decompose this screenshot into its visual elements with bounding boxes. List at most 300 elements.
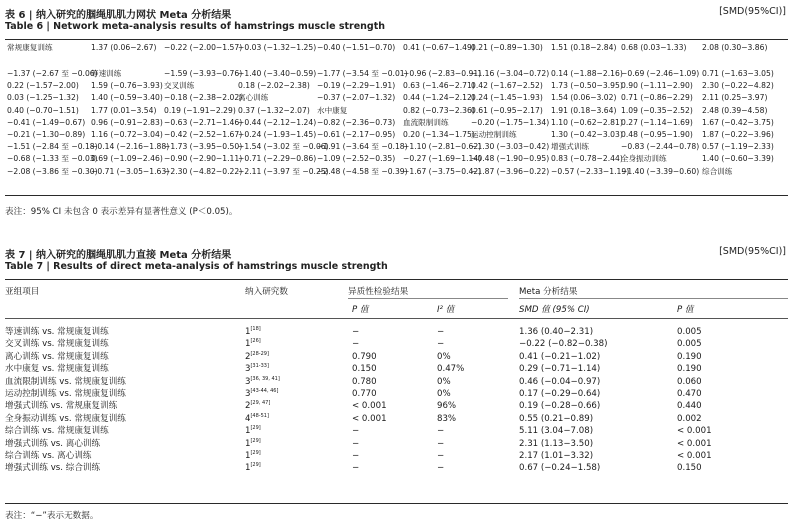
table6-cell: 1.40 (−0.60−3.39) — [702, 154, 774, 164]
table7-row — [5, 413, 788, 425]
reference-citation: [29] — [250, 437, 261, 444]
table7-cell-i2: 96% — [437, 401, 457, 412]
table6-cell: 0.83 (−0.78−2.44) — [551, 154, 623, 164]
header-p: P 值 — [352, 305, 369, 315]
table7-cell-smd: 0.67 (−0.24−1.58) — [519, 463, 601, 474]
table7-cell — [245, 425, 261, 437]
table6-cell: 0.21 (−0.89−1.30) — [471, 43, 543, 52]
table7-cell-p2: 0.440 — [677, 401, 702, 412]
table6-cell: −0.57 (−2.33−1.19) — [551, 166, 630, 176]
table7-top-rule — [5, 279, 788, 280]
table7-cell-p2: 0.005 — [677, 339, 702, 350]
table7-cell-p2: < 0.001 — [677, 450, 712, 461]
table6-note: 表注：95% CI 未包含 0 表示差异有显著性意义 (P＜0.05)。 — [5, 207, 238, 217]
table7-cell — [519, 462, 600, 474]
table6-cell: 0.71 (−0.86−2.29) — [621, 93, 693, 103]
table7-cell — [5, 338, 109, 350]
table7-cell — [677, 425, 712, 437]
table6-cell: 1.91 (0.18−3.64) — [551, 105, 617, 115]
table7-cell — [352, 400, 387, 412]
table6-cell: −0.63 (−2.71−1.46) — [164, 117, 243, 127]
reference-citation: [29] — [250, 462, 261, 469]
table7-cell — [352, 388, 377, 400]
reference-citation: [31-33] — [250, 363, 269, 370]
table6-cell: −1.73 (−3.95−0.50) — [164, 142, 243, 152]
table7-cell — [677, 438, 712, 450]
header-meta: Meta 分析结果 — [519, 287, 578, 297]
table6-cell: 0.03 (−1.25−1.32) — [7, 93, 79, 103]
table7-cell — [437, 351, 451, 363]
table6-cell: 0.22 (−1.57−2.00) — [7, 81, 79, 91]
table7-cell — [245, 438, 261, 450]
table6-cell: 0.57 (−1.19−2.33) — [702, 142, 774, 152]
table7-cell-smd: 0.46 (−0.04−0.97) — [519, 376, 601, 387]
table6-cell: −0.61 (−2.17−0.95) — [317, 129, 396, 139]
table6-cell: 0.41 (−0.67−1.49) — [403, 43, 475, 52]
table7-cell — [352, 326, 359, 338]
table7-header-rule — [5, 318, 788, 319]
table7-cell — [352, 462, 359, 474]
table7-cell — [677, 462, 702, 474]
table7-cell — [245, 338, 261, 350]
table7-cell-smd: 2.17 (1.01−3.32) — [519, 450, 594, 461]
table6-cell: −1.91 (−3.64 至 −0.18) — [317, 142, 408, 152]
table7-cell — [437, 363, 464, 375]
table7-cell-p: − — [352, 438, 360, 449]
table6-title-cn: 表 6 | 纳入研究的腘绳肌肌力网状 Meta 分析结果 — [5, 10, 232, 21]
table6-grid — [5, 42, 788, 178]
table6-cell: −0.14 (−2.16−1.88) — [91, 142, 170, 152]
table7-cell — [5, 363, 109, 375]
table6-cell: 1.37 (0.06−2.67) — [91, 43, 157, 52]
table7-cell-p2: 0.002 — [677, 413, 702, 424]
table6-cell: 离心训练 — [238, 93, 269, 103]
table6-cell: −1.40 (−3.40−0.59) — [238, 69, 317, 78]
table6-cell: 1.67 (−0.42−3.75) — [702, 117, 774, 127]
table6-cell: 0.14 (−1.88−2.16) — [551, 69, 623, 78]
table6-cell: 0.19 (−1.91−2.29) — [164, 105, 236, 115]
table7-cell-i2: 0% — [437, 376, 451, 387]
table6-cell: −1.16 (−3.04−0.72) — [471, 69, 550, 78]
table7-cell-p: 0.150 — [352, 364, 377, 375]
table7-cell-n: 2 — [245, 351, 251, 362]
table7-cell — [437, 388, 451, 400]
table7-cell — [5, 438, 100, 450]
table7-cell — [352, 351, 377, 363]
table7-cell-smd: 0.19 (−0.28−0.66) — [519, 401, 601, 412]
table7-cell — [352, 338, 359, 350]
table6-cell: 1.10 (−0.62−2.81) — [551, 117, 623, 127]
table7-body — [5, 326, 788, 475]
table6-cell: −0.48 (−1.90−0.95) — [471, 154, 550, 164]
table7-cell-item: 水中康复 vs. 常规康复训练 — [5, 364, 109, 375]
table6-cell: −0.03 (−1.32−1.25) — [238, 43, 317, 52]
table6-cell: −0.41 (−1.49−0.67) — [7, 117, 86, 127]
table6-cell: −1.54 (−3.02 至 −0.06) — [238, 142, 329, 152]
table7-cell-n: 1 — [245, 339, 251, 350]
table7-cell-smd: 2.31 (1.13−3.50) — [519, 438, 594, 449]
table6-cell: 1.77 (0.01−3.54) — [91, 105, 157, 115]
table7-cell — [5, 462, 100, 474]
table6-cell: 0.24 (−1.45−1.93) — [471, 93, 543, 103]
table6-cell: 0.27 (−1.14−1.69) — [621, 117, 693, 127]
table6-cell: −2.30 (−4.82−0.22) — [164, 166, 243, 176]
header-studies: 纳入研究数 — [245, 287, 288, 297]
table6-cell: −1.09 (−2.52−0.35) — [317, 154, 396, 164]
table7-cell — [677, 413, 702, 425]
table7-cell-n: 4 — [245, 413, 251, 424]
table6-cell: −0.71 (−2.29−0.86) — [238, 154, 317, 164]
table7-subheader-row — [5, 299, 788, 317]
reference-citation: [29] — [250, 450, 261, 457]
table6-cell: 等速训练 — [91, 69, 122, 78]
table6-row — [5, 68, 788, 80]
table6-cell: 0.61 (−0.95−2.17) — [471, 105, 543, 115]
table7-cell-i2: 0% — [437, 351, 451, 362]
table6-cell: −1.87 (−3.96−0.22) — [471, 166, 550, 176]
table7-cell-p2: 0.060 — [677, 376, 702, 387]
table7-cell — [677, 376, 702, 388]
table7-cell — [437, 438, 444, 450]
table6-cell: −0.21 (−1.30−0.89) — [7, 129, 86, 139]
table7-cell — [437, 462, 444, 474]
table7-cell — [352, 413, 387, 425]
table6-cell: 1.73 (−0.50−3.95) — [551, 81, 623, 91]
table6-cell: −0.69 (−2.46−1.09) — [621, 69, 700, 78]
table6-cell: 2.30 (−0.22−4.82) — [702, 81, 774, 91]
table6-row — [5, 129, 788, 141]
table6-row — [5, 80, 788, 92]
table6-cell: −0.71 (−3.05−1.63) — [91, 166, 170, 176]
table6-cell: −1.30 (−3.03−0.42) — [471, 142, 550, 152]
table6-cell: −1.51 (−2.84 至 −0.18) — [7, 142, 98, 152]
table6-cell: 0.40 (−0.70−1.51) — [7, 105, 79, 115]
table7-cell-n: 3 — [245, 376, 251, 387]
table6-cell: −0.37 (−2.07−1.32) — [317, 93, 396, 103]
table7-cell-p2: < 0.001 — [677, 438, 712, 449]
table6-cell: −0.20 (−1.75−1.34) — [471, 117, 550, 127]
table6-cell: −1.40 (−3.39−0.60) — [621, 166, 700, 176]
table7-cell — [519, 326, 593, 338]
table7-row — [5, 438, 788, 450]
table6-cell: −0.68 (−1.33 至 −0.03) — [7, 154, 98, 164]
table7-row — [5, 326, 788, 338]
table6-cell: −0.83 (−2.44−0.78) — [621, 142, 700, 152]
table7-title-en: Table 7 | Results of direct meta-analysis of hamstrings muscle strength — [5, 261, 388, 272]
table7-row — [5, 450, 788, 462]
table7-cell — [5, 376, 126, 388]
table7-cell — [519, 438, 593, 450]
table7-cell-n: 1 — [245, 327, 251, 337]
table6-cell: 1.16 (−0.72−3.04) — [91, 129, 163, 139]
table7-cell-smd: 0.29 (−0.71−1.14) — [519, 364, 601, 375]
table7-cell-smd: 0.55 (0.21−0.89) — [519, 413, 594, 424]
table7-cell-p2: 0.190 — [677, 364, 702, 375]
table6-cell: 1.59 (−0.76−3.93) — [91, 81, 163, 91]
table6-cell: 全身振动训练 — [621, 154, 667, 164]
table7-cell-p: < 0.001 — [352, 401, 387, 412]
table7-cell — [5, 450, 92, 462]
table7-cell — [245, 326, 261, 338]
table7-cell-n: 2 — [245, 401, 251, 412]
table7-cell — [5, 400, 117, 412]
table7-cell — [245, 450, 261, 462]
table7-cell-i2: − — [437, 450, 445, 461]
table6-cell: −2.08 (−3.86 至 −0.30) — [7, 166, 98, 176]
table7-cell-smd: 1.36 (0.40−2.31) — [519, 327, 594, 337]
reference-citation: [48-51] — [250, 412, 269, 419]
table6-cell: 0.37 (−1.32−2.07) — [238, 105, 310, 115]
table7-row — [5, 338, 788, 350]
table7-cell-p: 0.770 — [352, 388, 377, 399]
table7-header-row — [5, 282, 788, 299]
reference-citation: [43-44, 46] — [250, 388, 279, 395]
table7-cell-i2: − — [437, 327, 445, 337]
table7-cell-item: 综合训练 vs. 常规康复训练 — [5, 426, 109, 437]
table7-cell-item: 离心训练 vs. 常规康复训练 — [5, 351, 109, 362]
table7-cell — [677, 326, 702, 338]
table7-cell-p2: < 0.001 — [677, 426, 712, 437]
table6-cell: 运动控制训练 — [471, 129, 517, 139]
table7-cell — [677, 450, 712, 462]
table6-cell: 0.20 (−1.34−1.75) — [403, 129, 475, 139]
reference-citation: [18] — [250, 326, 261, 333]
table6-cell: 0.44 (−1.24−2.12) — [403, 93, 475, 103]
table7-cell-p: − — [352, 327, 360, 337]
table7-cell-i2: 0.47% — [437, 364, 465, 375]
table6-row — [5, 141, 788, 153]
table7-cell — [437, 425, 444, 437]
table6-cell: −0.90 (−2.90−1.11) — [164, 154, 243, 164]
table7-cell-i2: 0% — [437, 388, 451, 399]
table7-cell-n: 1 — [245, 450, 251, 461]
table7-cell — [352, 363, 377, 375]
table7-cell — [677, 363, 702, 375]
table7-cell — [519, 388, 600, 400]
table6-cell: −1.10 (−2.81−0.62) — [403, 142, 482, 152]
table6-cell: −0.40 (−1.51−0.70) — [317, 43, 396, 52]
table6-cell: 2.48 (0.39−4.58) — [702, 105, 768, 115]
table7-row — [5, 351, 788, 363]
table6-cell: −0.24 (−1.93−1.45) — [238, 129, 317, 139]
table7-cell-n: 3 — [245, 364, 251, 375]
table7-cell-smd: −0.22 (−0.82−0.38) — [519, 339, 608, 350]
table6-cell: −1.37 (−2.67 至 −0.06) — [7, 69, 98, 78]
table7-cell-smd: 5.11 (3.04−7.08) — [519, 426, 594, 437]
header-heterogeneity: 异质性检验结果 — [348, 287, 409, 297]
table6-cell: −1.59 (−3.93−0.76) — [164, 69, 243, 78]
table7-cell-p2: 0.470 — [677, 388, 702, 399]
table7-cell-p: − — [352, 339, 360, 350]
table7-cell-n: 1 — [245, 426, 251, 437]
table6-cell: 2.08 (0.30−3.86) — [702, 43, 768, 52]
table7-cell — [437, 450, 444, 462]
table7-cell — [245, 388, 278, 400]
table6-cell: −2.48 (−4.58 至 −0.39) — [317, 166, 408, 176]
table7-cell — [519, 450, 593, 462]
table7-cell — [245, 462, 261, 474]
table6-cell: 1.54 (0.06−3.02) — [551, 93, 617, 103]
table6-cell: 1.09 (−0.35−2.52) — [621, 105, 693, 115]
table7-cell-p: 0.790 — [352, 351, 377, 362]
reference-citation: [26] — [250, 338, 261, 345]
table7-caption — [5, 246, 788, 272]
table6-row — [5, 153, 788, 165]
table7-cell — [245, 363, 269, 375]
table7-cell — [5, 413, 126, 425]
table6-cell: −1.67 (−3.75−0.42) — [403, 166, 482, 176]
table7-cell — [437, 413, 456, 425]
table7-bottom-rule — [5, 503, 788, 504]
table7-cell-i2: − — [437, 339, 445, 350]
table6-cell: −0.22 (−2.00−1.57) — [164, 43, 243, 52]
table7-cell-n: 1 — [245, 438, 251, 449]
table7-row — [5, 376, 788, 388]
table7-row — [5, 400, 788, 412]
table6-cell: 1.87 (−0.22−3.96) — [702, 129, 774, 139]
table7-cell-item: 综合训练 vs. 离心训练 — [5, 450, 92, 461]
table7-cell — [437, 400, 456, 412]
table6-row — [5, 42, 788, 56]
table7-cell — [519, 338, 607, 350]
table7-cell-item: 增强式训练 vs. 离心训练 — [5, 438, 101, 449]
table7-cell-n: 1 — [245, 463, 251, 474]
header-smd: SMD 值 (95% CI) — [519, 305, 590, 315]
table7-cell-p: 0.780 — [352, 376, 377, 387]
table7-cell-p: − — [352, 463, 360, 474]
table6-cell: −0.27 (−1.69−1.14) — [403, 154, 482, 164]
table6-row — [5, 166, 788, 178]
table7 — [5, 282, 788, 474]
table6-bottom-rule — [5, 195, 788, 196]
table7-unit: [SMD(95%CI)] — [719, 246, 786, 257]
table7-cell-p: − — [352, 426, 360, 437]
header-item: 亚组项目 — [5, 287, 40, 297]
table6-cell: 0.68 (0.03−1.33) — [621, 43, 687, 52]
table6-cell: 0.63 (−1.46−2.71) — [403, 81, 475, 91]
table7-cell — [5, 388, 126, 400]
table6-cell: 增强式训练 — [551, 142, 589, 152]
table6-cell: 水中康复 — [317, 105, 348, 115]
table7-cell-item: 增强式训练 vs. 常规康复训练 — [5, 401, 118, 412]
table6-cell: 血流限制训练 — [403, 117, 449, 127]
reference-citation: [29] — [250, 425, 261, 432]
table7-cell — [245, 351, 269, 363]
table7-cell — [5, 351, 109, 363]
table7-cell — [352, 425, 359, 437]
table6-cell: 1.30 (−0.42−3.03) — [551, 129, 623, 139]
table7-cell — [519, 425, 593, 437]
table7-cell — [677, 388, 702, 400]
table7-cell — [519, 413, 593, 425]
table7-title-cn: 表 7 | 纳入研究的腘绳肌肌力直接 Meta 分析结果 — [5, 250, 232, 261]
table7-cell-item: 运动控制训练 vs. 常规康复训练 — [5, 388, 126, 399]
reference-citation: [29, 47] — [250, 400, 271, 407]
table6-cell: 0.69 (−1.09−2.46) — [91, 154, 163, 164]
table7-cell-i2: 83% — [437, 413, 457, 424]
table7-cell — [437, 326, 444, 338]
table7-row — [5, 363, 788, 375]
table7-cell — [352, 438, 359, 450]
table6-cell: −0.96 (−2.83−0.91) — [403, 69, 482, 78]
table7-cell — [519, 376, 600, 388]
table6-cell: 0.48 (−0.95−1.90) — [621, 129, 693, 139]
table6-cell: 常规康复训练 — [7, 43, 53, 52]
table6-cell: 0.18 (−2.02−2.38) — [238, 81, 310, 91]
table7-cell-p: < 0.001 — [352, 413, 387, 424]
table6-cell: −0.82 (−2.36−0.73) — [317, 117, 396, 127]
table6-row — [5, 105, 788, 117]
table7-cell — [437, 376, 451, 388]
table6-cell: 0.42 (−1.67−2.52) — [471, 81, 543, 91]
table7-cell-item: 增强式训练 vs. 综合训练 — [5, 463, 101, 474]
table7-note: 表注：“−”表示无数据。 — [5, 511, 99, 521]
table6-row — [5, 92, 788, 104]
table7-cell — [245, 400, 270, 412]
table7-cell-i2: − — [437, 426, 445, 437]
table7-cell — [245, 413, 269, 425]
table6-cell: 0.82 (−0.73−2.36) — [403, 105, 475, 115]
table7-cell — [677, 351, 702, 363]
table6-cell: −0.42 (−2.52−1.67) — [164, 129, 243, 139]
table6-cell: 1.40 (−0.59−3.40) — [91, 93, 163, 103]
table7-row — [5, 388, 788, 400]
table6-cell: −1.77 (−3.54 至 −0.01) — [317, 69, 408, 78]
table7-cell-item: 全身振动训练 vs. 常规康复训练 — [5, 413, 126, 424]
table7-cell — [519, 400, 600, 412]
header-i2: I² 值 — [437, 305, 455, 315]
table6-caption — [5, 6, 788, 32]
table7-cell — [5, 425, 109, 437]
table6-cell: −0.19 (−2.29−1.91) — [317, 81, 396, 91]
header-p2: P 值 — [677, 305, 694, 315]
table6-cell: 1.51 (0.18−2.84) — [551, 43, 617, 52]
table6-row — [5, 117, 788, 129]
table7-cell — [352, 376, 377, 388]
table7-cell-item: 交叉训练 vs. 常规康复训练 — [5, 339, 109, 350]
table7-cell-p2: 0.005 — [677, 327, 702, 337]
table6-cell: 交叉训练 — [164, 81, 195, 91]
table7-cell — [677, 400, 702, 412]
table6-cell: −0.44 (−2.12−1.24) — [238, 117, 317, 127]
table7-cell — [5, 326, 109, 338]
reference-citation: [28-29] — [250, 350, 269, 357]
table7-cell — [245, 376, 280, 388]
table6-title-en: Table 6 | Network meta-analysis results of hamstrings muscle strength — [5, 21, 386, 32]
table7-cell — [519, 351, 600, 363]
table6-cell: −0.18 (−2.38−2.02) — [164, 93, 243, 103]
table7-cell-p2: 0.150 — [677, 463, 702, 474]
table7-cell — [677, 338, 702, 350]
table7-cell-item: 血流限制训练 vs. 常规康复训练 — [5, 376, 126, 387]
table6-top-rule — [5, 39, 788, 40]
table7-cell — [352, 450, 359, 462]
table6-unit: [SMD(95%CI)] — [719, 6, 786, 17]
table7-cell-n: 3 — [245, 388, 251, 399]
table7-cell-smd: 0.41 (−0.21−1.02) — [519, 351, 601, 362]
table7-cell-i2: − — [437, 463, 445, 474]
table7-cell-item: 等速训练 vs. 常规康复训练 — [5, 327, 109, 337]
table7-cell — [437, 338, 444, 350]
table6-cell: 0.90 (−1.11−2.90) — [621, 81, 693, 91]
table7-row — [5, 425, 788, 437]
table6-cell: 0.71 (−1.63−3.05) — [702, 69, 774, 78]
table6-cell: 2.11 (0.25−3.97) — [702, 93, 768, 103]
table6-cell: 0.96 (−0.91−2.83) — [91, 117, 163, 127]
table7-cell-i2: − — [437, 438, 445, 449]
table6-cell: −2.11 (−3.97 至 −0.25) — [238, 166, 329, 176]
table7-cell — [519, 363, 600, 375]
